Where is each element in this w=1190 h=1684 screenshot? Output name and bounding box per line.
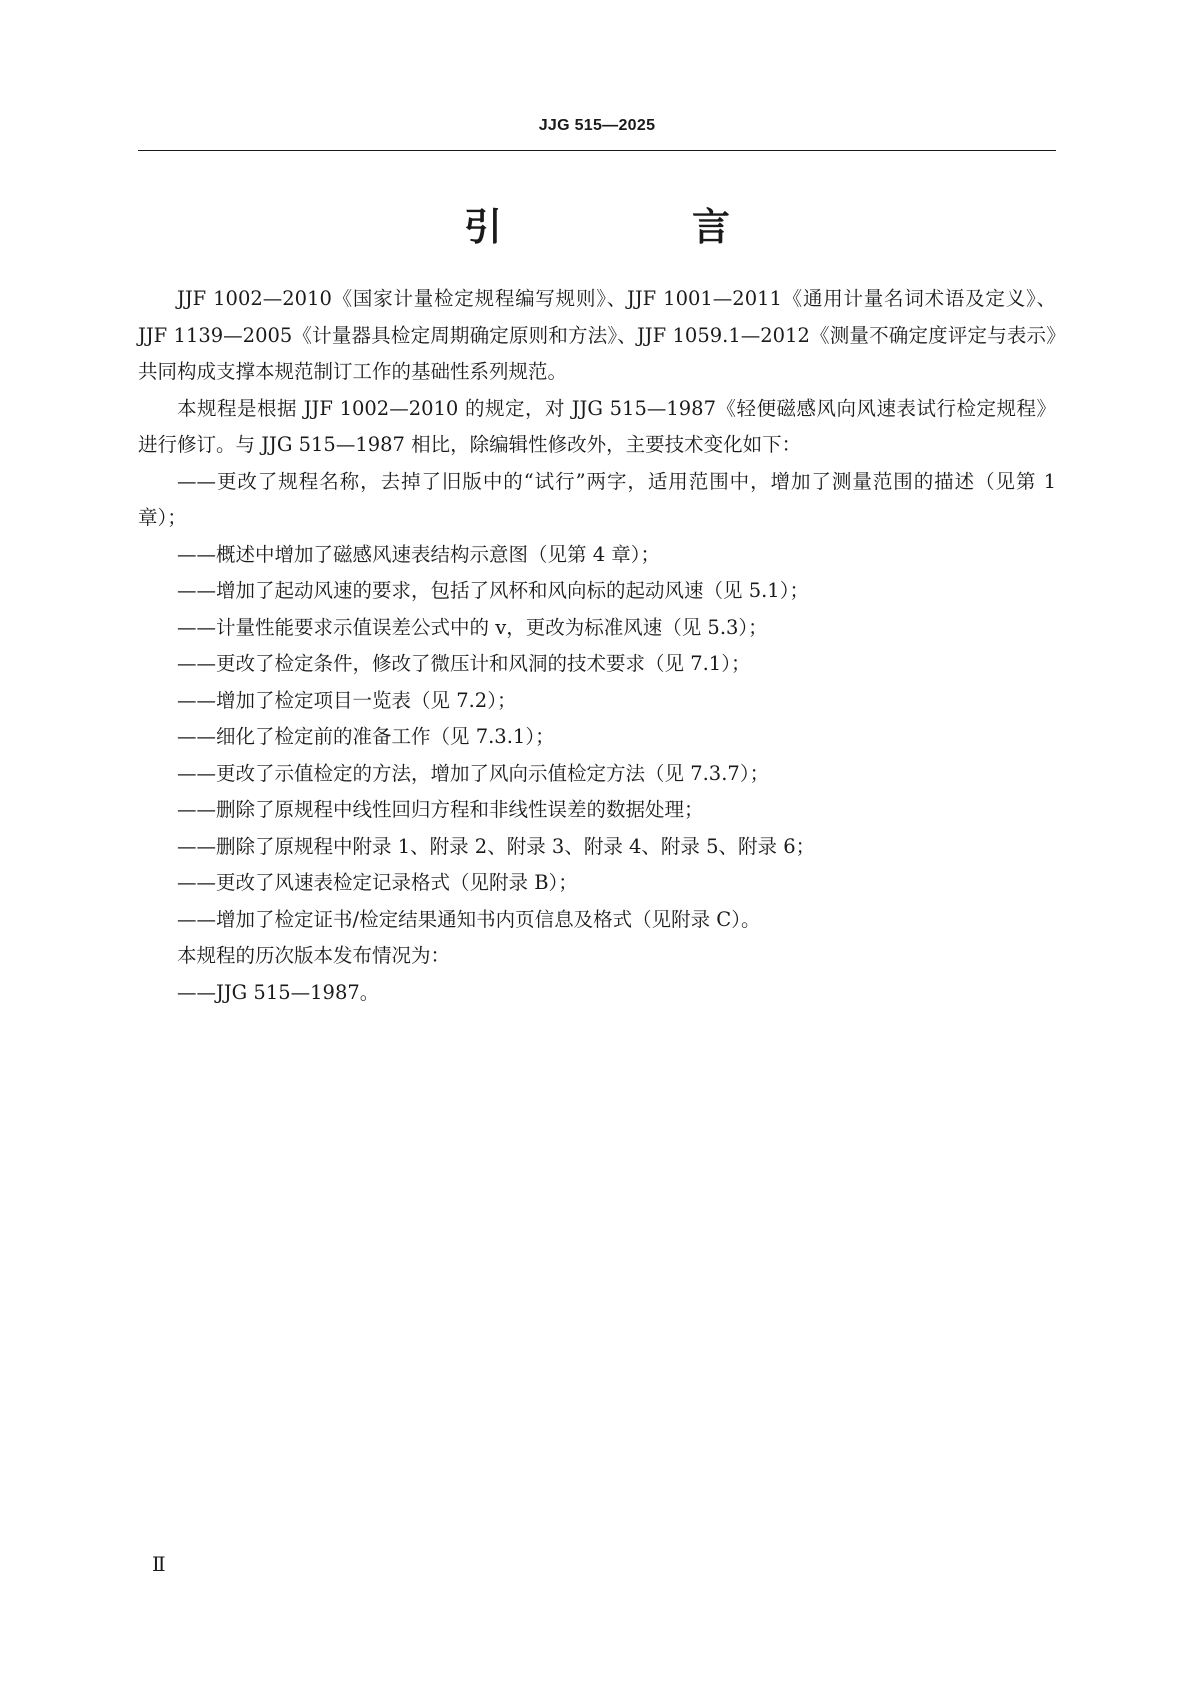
body-text xyxy=(138,281,1056,1011)
page-title: 引 言 xyxy=(463,205,806,249)
change-item: ——更改了风速表检定记录格式（见附录 B）； xyxy=(177,871,578,894)
change-item: ——增加了检定项目一览表（见 7.2）； xyxy=(177,688,517,712)
change-item: ——增加了检定证书/检定结果通知书内页信息及格式（见附录 C）。 xyxy=(177,907,761,931)
header-rule xyxy=(138,150,1056,151)
history-intro: 本规程的历次版本发布情况为： xyxy=(177,944,451,967)
change-item: ——更改了检定条件，修改了微压计和风洞的技术要求（见 7.1）； xyxy=(177,652,751,675)
change-item: ——计量性能要求示值误差公式中的 v，更改为标准风速（见 5.3）； xyxy=(177,615,768,639)
history-item: ——JJG 515—1987。 xyxy=(177,980,380,1004)
page-number: Ⅱ xyxy=(152,1552,166,1576)
change-item: ——删除了原规程中附录 1、附录 2、附录 3、附录 4、附录 5、附录 6； xyxy=(177,834,816,858)
paragraph-normative-references: JJF 1002—2010《国家计量检定规程编写规则》、JJF 1001—2011《通用计量名词术语及定义》、JJF 1139—2005《计量器具检定周期确定原则和方法》、JJF 1059.1—2012《测量不确定度评定与表示》共同构成支撑本规范制订工作的基础性系列规范。 xyxy=(138,287,1056,383)
change-item: ——更改了规程名称，去掉了旧版中的“试行”两字，适用范围中，增加了测量范围的描述（见第 1 章）； xyxy=(138,469,1056,529)
paragraph-revision-basis: 本规程是根据 JJF 1002—2010 的规定，对 JJG 515—1987《轻便磁感风向风速表试行检定规程》进行修订。与 JJG 515—1987 相比，除编辑性修改外，主要技术变化如下： xyxy=(138,396,1056,456)
change-item: ——概述中增加了磁感风速表结构示意图（见第 4 章）； xyxy=(177,542,661,566)
change-item: ——删除了原规程中线性回归方程和非线性误差的数据处理； xyxy=(177,798,704,821)
change-item: ——增加了起动风速的要求，包括了风杯和风向标的起动风速（见 5.1）； xyxy=(177,579,809,602)
running-header: JJG 515—2025 xyxy=(538,117,656,134)
change-item: ——更改了示值检定的方法，增加了风向示值检定方法（见 7.3.7）； xyxy=(177,761,770,785)
change-item: ——细化了检定前的准备工作（见 7.3.1）； xyxy=(177,725,555,748)
